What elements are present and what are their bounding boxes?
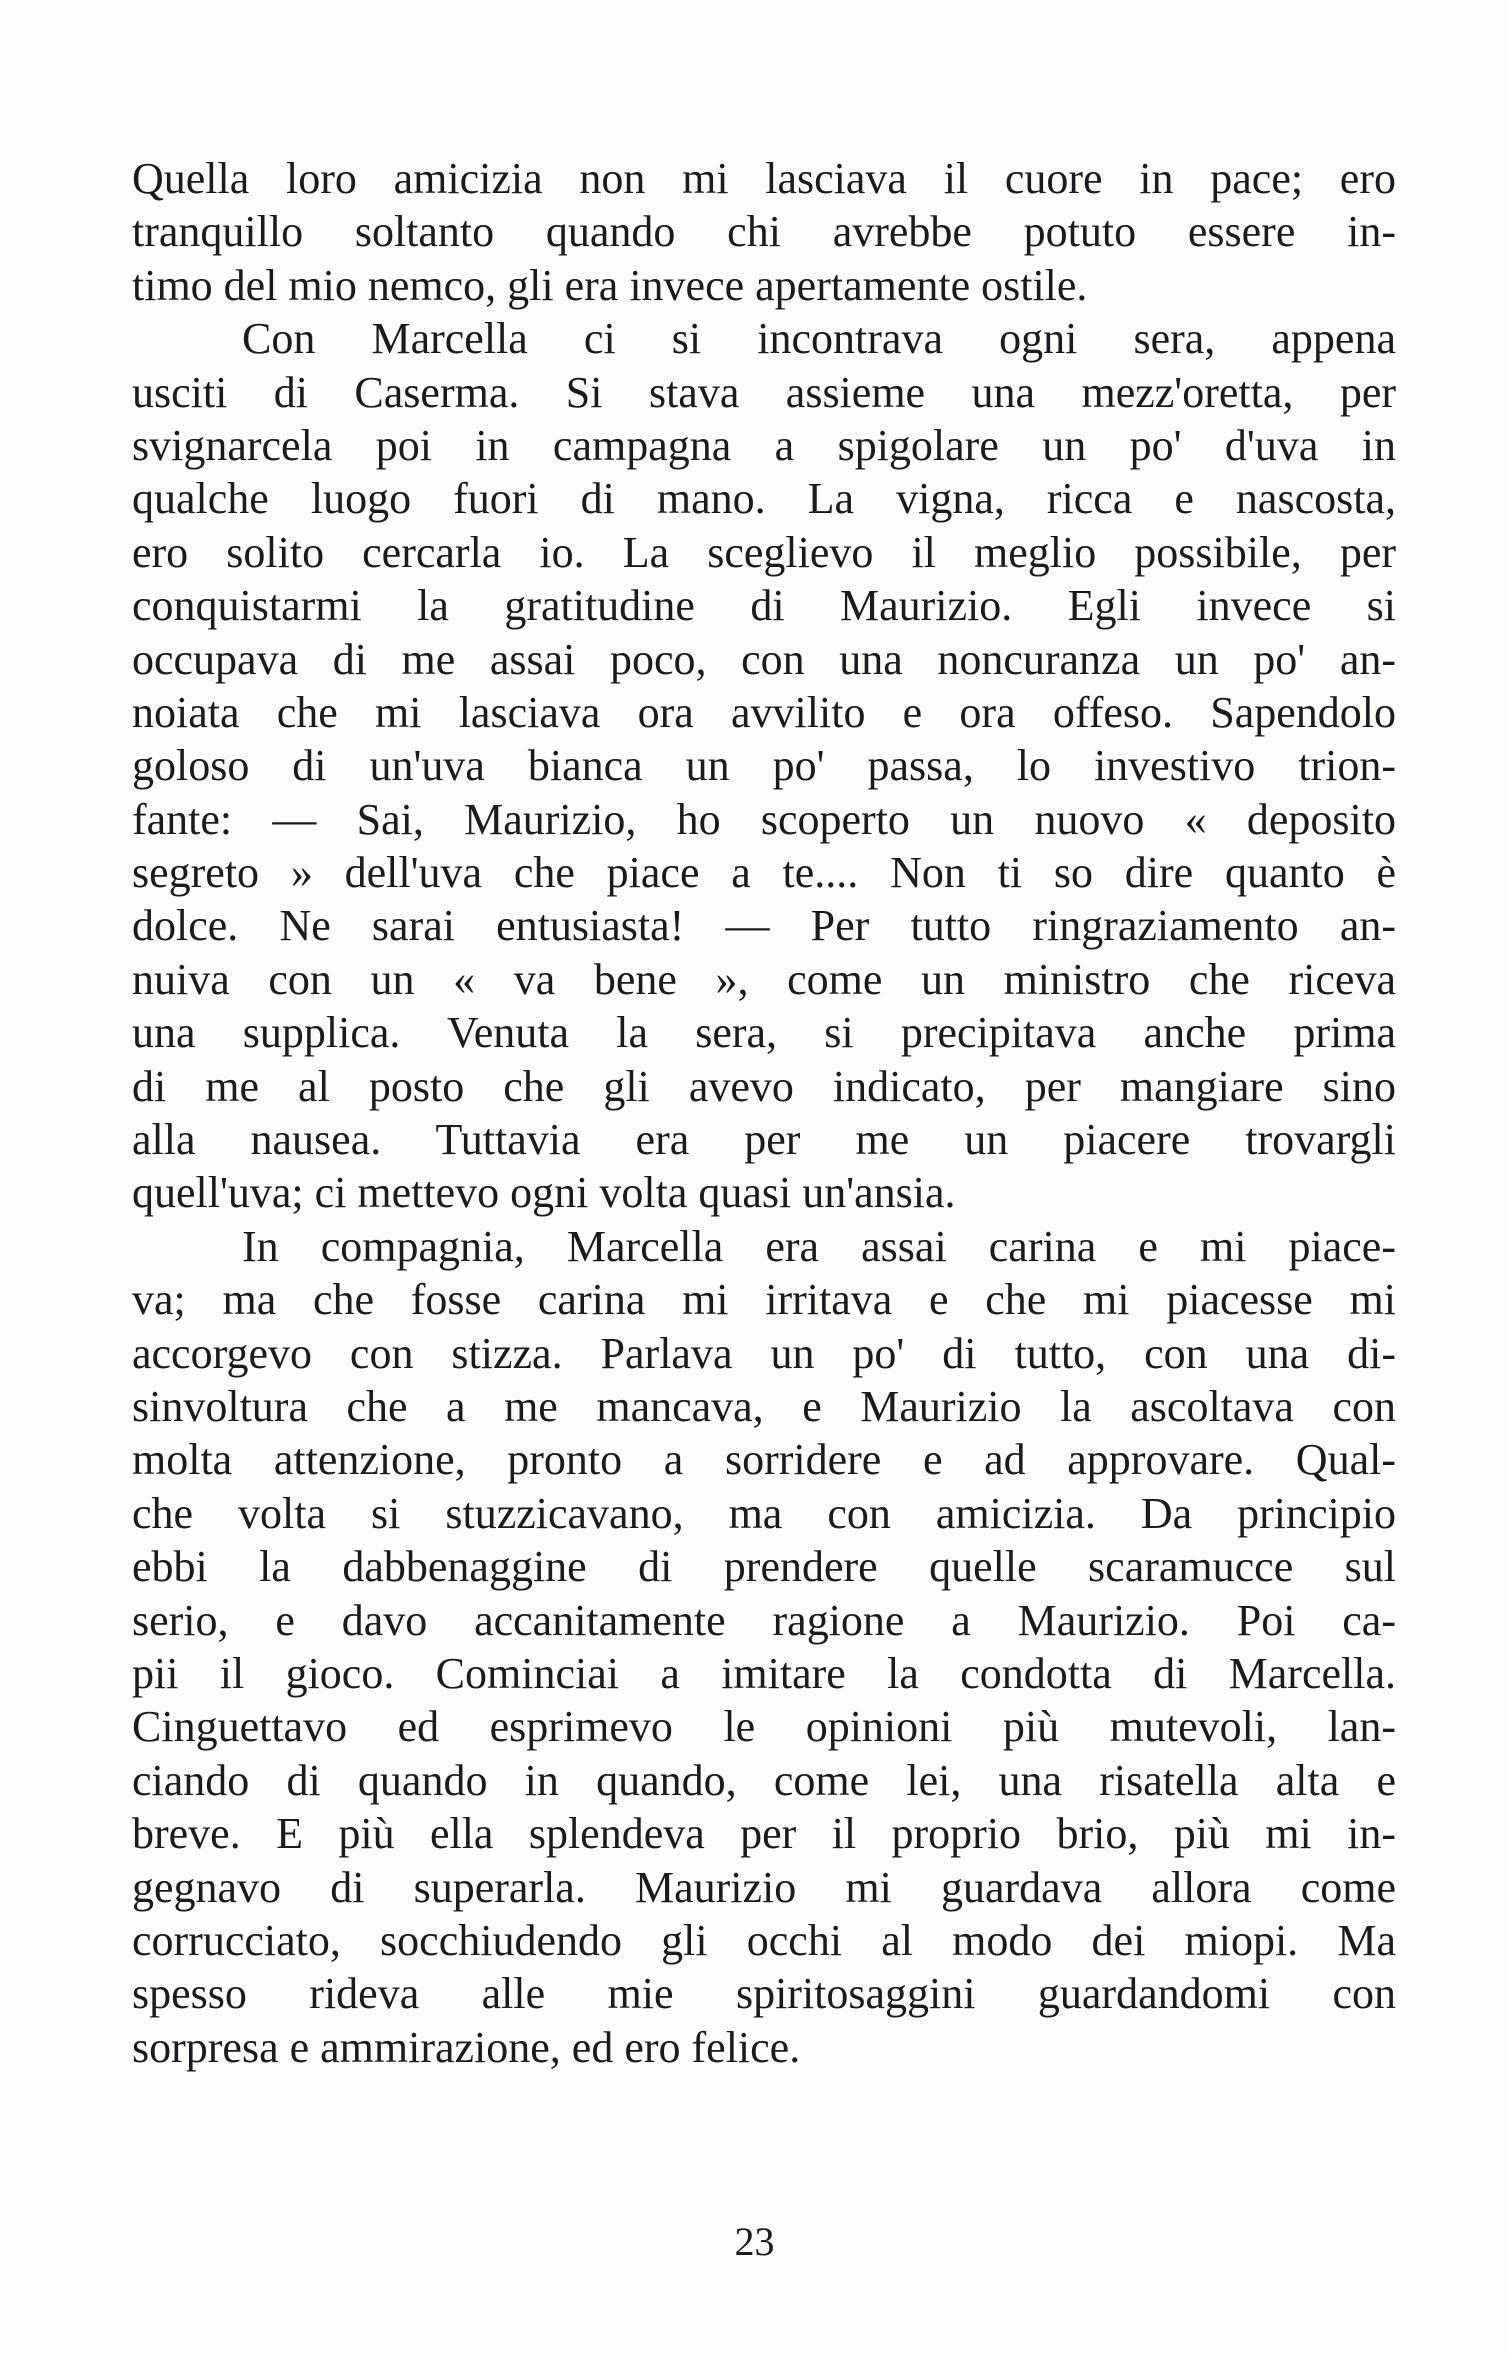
text-line: goloso di un'uva bianca un po' passa, lo investivo trion- [132, 741, 1396, 791]
text-line: Quella loro amicizia non mi lasciava il cuore in pace; ero [132, 154, 1396, 203]
text-line: una supplica. Venuta la sera, si precipitava anche prima [132, 1008, 1396, 1058]
text-line: ciando di quando in quando, come lei, una risatella alta e [132, 1755, 1396, 1805]
text-line: fante: — Sai, Maurizio, ho scoperto un nuovo « deposito [132, 794, 1396, 844]
text-line: svignarcela poi in campagna a spigolare un po' d'uva in [132, 420, 1396, 470]
page-number: 23 [734, 2219, 775, 2264]
text-line: molta attenzione, pronto a sorridere e ad approvare. Qual- [132, 1435, 1396, 1485]
text-line: che volta si stuzzicavano, ma con amicizia. Da principio [132, 1488, 1396, 1538]
text-line: usciti di Caserma. Si stava assieme una mezz'oretta, per [132, 367, 1396, 417]
text-line: ebbi la dabbenaggine di prendere quelle scaramucce sul [132, 1542, 1396, 1592]
text-line: noiata che mi lasciava ora avvilito e ora offeso. Sapendolo [132, 687, 1396, 737]
text-line: accorgevo con stizza. Parlava un po' di tutto, con una di- [132, 1328, 1396, 1378]
body-text [132, 152, 1396, 2074]
text-line: qualche luogo fuori di mano. La vigna, ricca e nascosta, [132, 474, 1396, 524]
text-line: occupava di me assai poco, con una noncuranza un po' an- [132, 634, 1396, 684]
text-line: conquistarmi la gratitudine di Maurizio. Egli invece si [132, 581, 1396, 631]
text-line: serio, e davo accanitamente ragione a Maurizio. Poi ca- [132, 1595, 1396, 1645]
text-line: sinvoltura che a me mancava, e Maurizio la ascoltava con [132, 1381, 1396, 1431]
text-line: segreto » dell'uva che piace a te.... Non ti so dire quanto è [132, 848, 1396, 898]
text-line: pii il gioco. Cominciai a imitare la condotta di Marcella. [132, 1648, 1396, 1698]
text-line: breve. E più ella splendeva per il proprio brio, più mi in- [132, 1809, 1396, 1859]
text-line: Con Marcella ci si incontrava ogni sera, appena [242, 314, 1396, 364]
text-line: alla nausea. Tuttavia era per me un piacere trovargli [132, 1115, 1396, 1165]
text-line: nuiva con un « va bene », come un ministro che riceva [132, 954, 1396, 1004]
text-line: va; ma che fosse carina mi irritava e che mi piacesse mi [132, 1275, 1396, 1325]
text-line: In compagnia, Marcella era assai carina e mi piace- [242, 1221, 1396, 1271]
text-line: gegnavo di superarla. Maurizio mi guardava allora come [132, 1862, 1396, 1912]
text-line: Cinguettavo ed esprimevo le opinioni più mutevoli, lan- [132, 1702, 1396, 1752]
text-line: ero solito cercarla io. La sceglievo il meglio possibile, per [132, 527, 1396, 577]
text-line: corrucciato, socchiudendo gli occhi al modo dei miopi. Ma [132, 1915, 1396, 1965]
text-line: tranquillo soltanto quando chi avrebbe potuto essere in- [132, 207, 1396, 257]
text-line: spesso rideva alle mie spiritosaggini guardandomi con [132, 1969, 1396, 2019]
text-line: quell'uva; ci mettevo ogni volta quasi un'ansia. [132, 1168, 956, 1218]
text-line: timo del mio nemco, gli era invece apertamente ostile. [132, 260, 1088, 310]
text-line: dolce. Ne sarai entusiasta! — Per tutto ringraziamento an- [132, 901, 1396, 951]
text-line: di me al posto che gli avevo indicato, per mangiare sino [132, 1061, 1396, 1111]
text-line: sorpresa e ammirazione, ed ero felice. [132, 2022, 801, 2072]
